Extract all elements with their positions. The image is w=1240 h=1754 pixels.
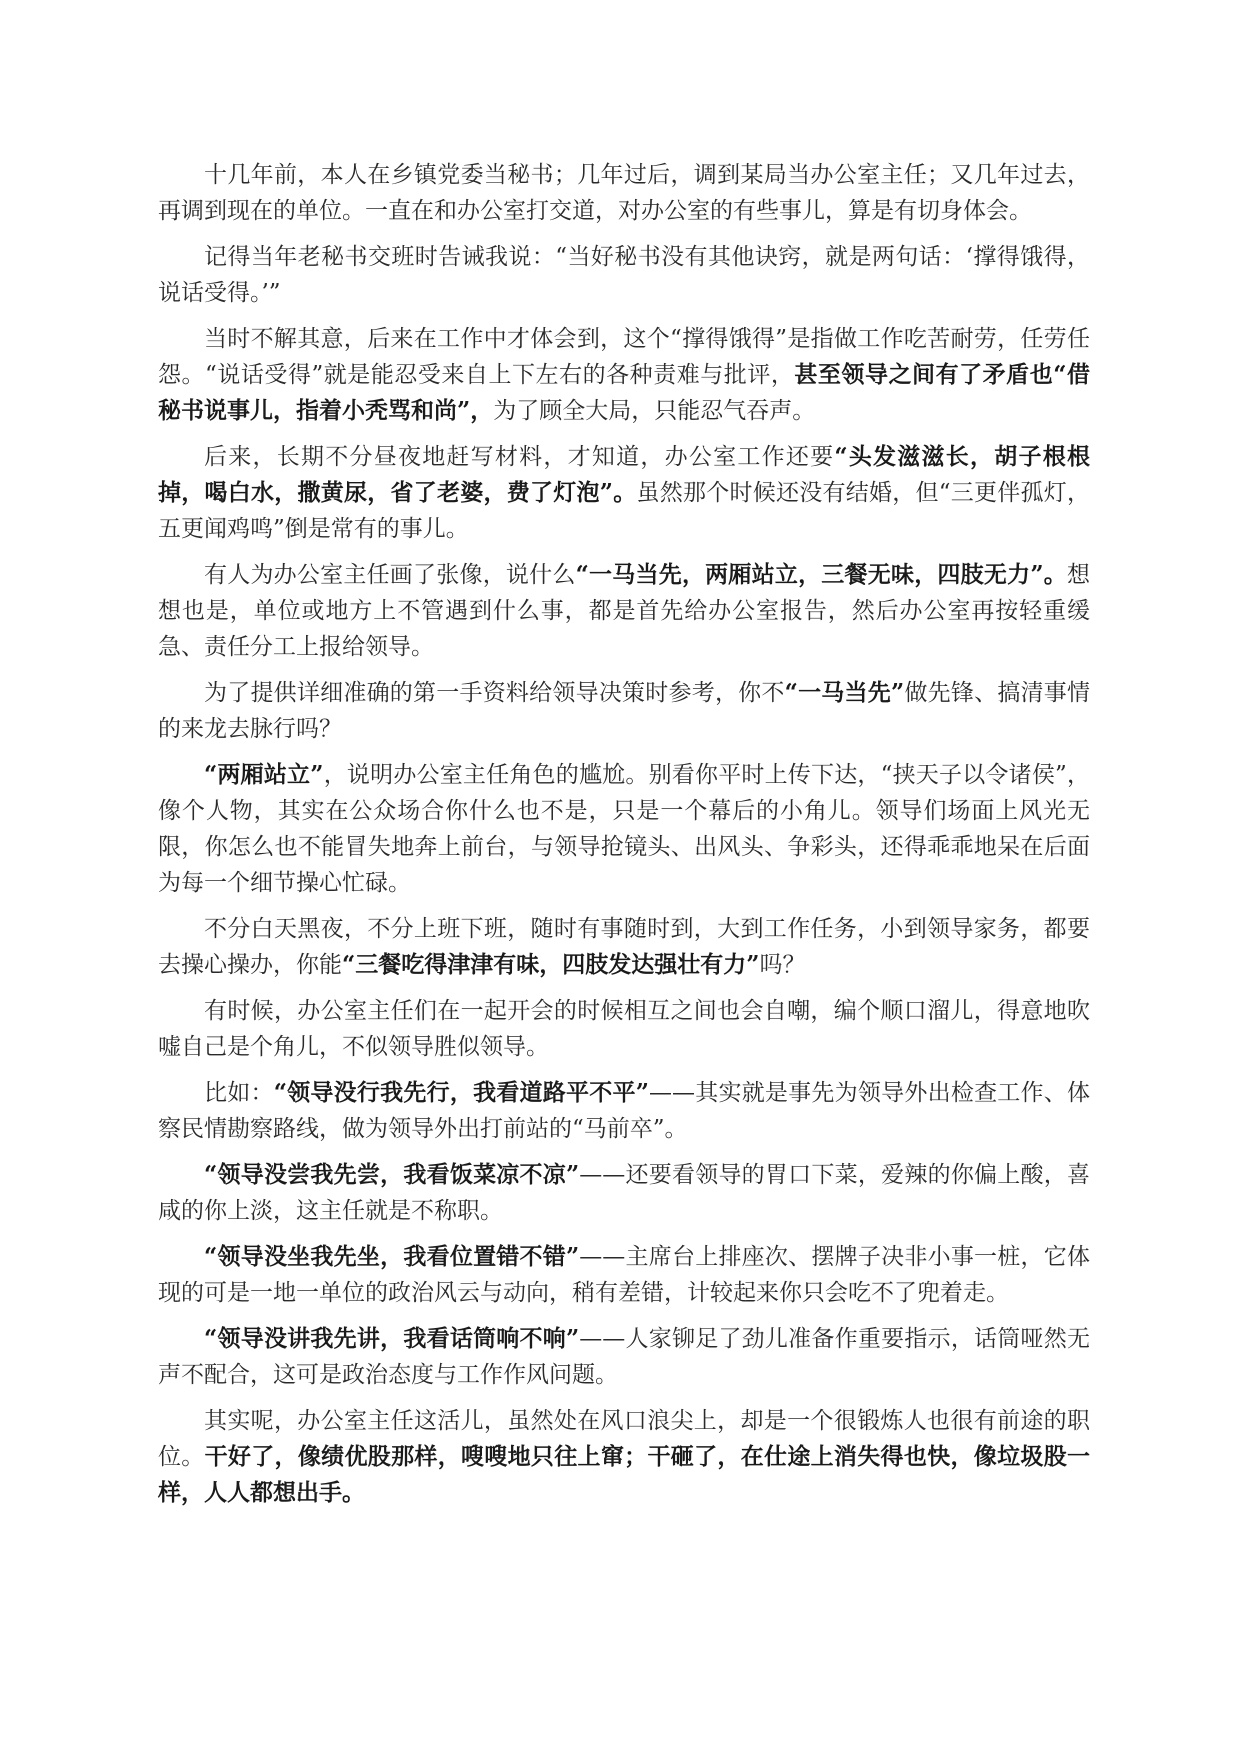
paragraph: [158, 1075, 1090, 1147]
bold-text-run: “三餐吃得津津有味，四肢发达强壮有力”: [342, 951, 760, 978]
text-run: ——人家铆足了劲儿准备作重要指示，话筒哑然无声不配合，这可是政治态度与工作作风问题。: [158, 1326, 1091, 1388]
text-run: 后来，长期不分昼夜地赶写材料，才知道，办公室工作还要: [204, 444, 835, 470]
text-run: ，说明办公室主任角色的尴尬。别看你平时上传下达，“挟天子以令诸侯”，像个人物，其实在公众场合你什么也不是，只是一个幕后的小角儿。领导们场面上风光无限，你怎么也不能冒失地奔上前台，与领导抢镜头、出风头、争彩头，还得乖乖地呆在后面为每一个细节操心忙碌。: [158, 762, 1090, 896]
text-run: 十几年前，本人在乡镇党委当秘书；几年过后，调到某局当办公室主任；又几年过去，再调到现在的单位。一直在和办公室打交道，对办公室的有些事儿，算是有切身体会。: [158, 162, 1090, 224]
paragraph: [158, 1321, 1090, 1393]
paragraph: [158, 1157, 1090, 1229]
bold-text-run: “领导没尝我先尝，我看饭菜凉不凉”: [204, 1161, 580, 1188]
text-run: 有时候，办公室主任们在一起开会的时候相互之间也会自嘲，编个顺口溜儿，得意地吹嘘自己是个角儿，不似领导胜似领导。: [158, 998, 1090, 1060]
bold-text-run: 甚至领导之间有了矛盾也“借秘书说事儿，指着小秃骂和尚”，: [158, 361, 1090, 424]
paragraph: [158, 557, 1090, 665]
text-run: ——主席台上排座次、摆牌子决非小事一桩，它体现的可是一地一单位的政治风云与动向，稍有差错，计较起来你只会吃不了兜着走。: [158, 1244, 1091, 1306]
text-run: 做先锋、搞清事情的来龙去脉行吗？: [158, 680, 1091, 742]
document-page: [158, 157, 1090, 1521]
text-run: 不分白天黑夜，不分上班下班，随时有事随时到，大到工作任务，小到领导家务，都要去操心操办，你能: [158, 916, 1090, 978]
text-run: ——还要看领导的胃口下菜，爱辣的你偏上酸，喜咸的你上淡，这主任就是不称职。: [158, 1162, 1091, 1224]
text-run: 吗？: [759, 952, 806, 978]
bold-text-run: “领导没行我先行，我看道路平不平”: [273, 1079, 649, 1106]
paragraph: [158, 993, 1090, 1065]
bold-text-run: 干好了，像绩优股那样，嗖嗖地只往上窜；干砸了，在仕途上消失得也快，像垃圾股一样，人人都想出手。: [158, 1443, 1091, 1506]
text-run: 虽然那个时候还没有结婚，但“三更伴孤灯，五更闻鸡鸣”倒是常有的事儿。: [158, 480, 1090, 542]
paragraph: [158, 239, 1090, 311]
paragraph: [158, 1403, 1090, 1511]
text-run: 为了提供详细准确的第一手资料给领导决策时参考，你不: [204, 680, 785, 706]
text-run: 当时不解其意，后来在工作中才体会到，这个“撑得饿得”是指做工作吃苦耐劳，任劳任怨。“说话受得”就是能忍受来自上下左右的各种责难与批评，: [158, 326, 1090, 388]
paragraph: [158, 911, 1090, 983]
bold-text-run: “领导没讲我先讲，我看话筒响不响”: [204, 1325, 580, 1352]
text-run: 记得当年老秘书交班时告诫我说：“当好秘书没有其他诀窍，就是两句话：‘撑得饿得，说话受得。’”: [158, 244, 1090, 306]
text-run: 有人为办公室主任画了张像，说什么: [204, 562, 576, 588]
paragraph: [158, 439, 1090, 547]
text-run: 其实呢，办公室主任这活儿，虽然处在风口浪尖上，却是一个很锻炼人也很有前途的职位。: [158, 1408, 1090, 1470]
bold-text-run: “两厢站立”: [204, 761, 324, 788]
text-run: 比如：: [204, 1080, 274, 1106]
text-run: ——其实就是事先为领导外出检查工作、体察民情勘察路线，做为领导外出打前站的“马前卒”。: [158, 1080, 1091, 1142]
text-run: 为了顾全大局，只能忍气吞声。: [493, 398, 816, 424]
bold-text-run: “一马当先，两厢站立，三餐无味，四肢无力”。: [575, 561, 1067, 588]
paragraph: [158, 157, 1090, 229]
text-run: 想想也是，单位或地方上不管遇到什么事，都是首先给办公室报告，然后办公室再按轻重缓急、责任分工上报给领导。: [158, 562, 1090, 660]
paragraph: [158, 757, 1090, 901]
bold-text-run: “头发滋滋长，胡子根根掉，喝白水，撒黄尿，省了老婆，费了灯泡”。: [158, 443, 1091, 506]
paragraph: [158, 1239, 1090, 1311]
paragraph: [158, 321, 1090, 429]
bold-text-run: “领导没坐我先坐，我看位置错不错”: [204, 1243, 580, 1270]
paragraph: [158, 675, 1090, 747]
bold-text-run: “一马当先”: [784, 679, 905, 706]
